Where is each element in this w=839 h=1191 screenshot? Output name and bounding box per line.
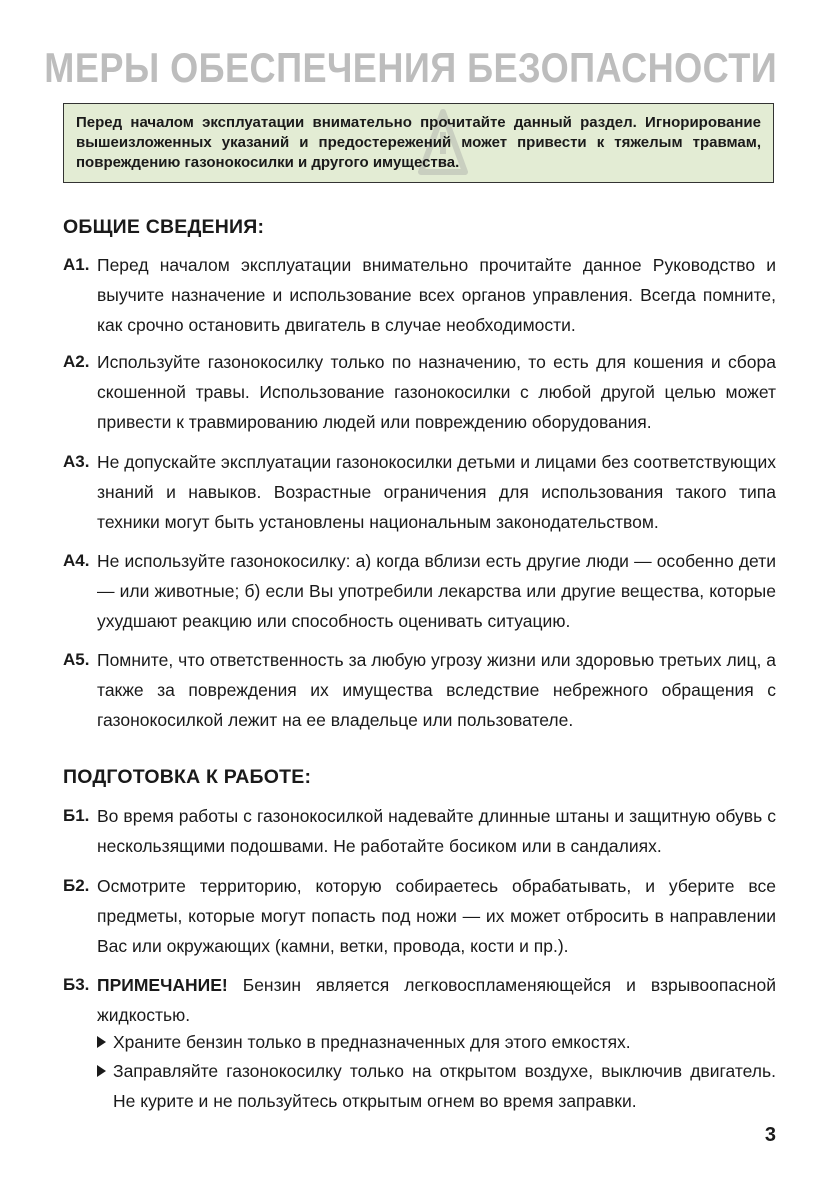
list-item [63, 250, 776, 340]
item-number: А1. [63, 255, 90, 274]
list-item [63, 347, 776, 437]
item-number: А5. [63, 650, 90, 669]
item-number: Б2. [63, 876, 90, 895]
list-item [63, 801, 776, 861]
bullet-arrow-icon [97, 1036, 106, 1048]
item-number: Б3. [63, 975, 90, 994]
note-text: Бензин является легковоспламеняющейся и взрывоопасной жидкостью. [97, 975, 776, 1025]
page-number: 3 [764, 1124, 776, 1146]
item-text: Не допускайте эксплуатации газонокосилки детьми и лицами без соответствующих знаний и навыков. Возрастные ограничения для использования такого типа техники могут быть установлены национальным законодательством. [97, 452, 776, 532]
warning-text: Перед началом эксплуатации внимательно прочитайте данный раздел. Игнорирование вышеизложенных указаний и предостережений может привести к тяжелым травмам, повреждению газонокосилки и другого имущества. [76, 114, 761, 171]
list-item [63, 871, 776, 961]
item-text: Перед началом эксплуатации внимательно прочитайте данное Руководство и выучите назначение и использование всех органов управления. Всегда помните, как срочно остановить двигатель в случае необходимости. [97, 255, 776, 335]
section-heading-general: ОБЩИЕ СВЕДЕНИЯ: [63, 216, 265, 238]
bullet-item [97, 1056, 776, 1116]
item-text [97, 970, 776, 1030]
item-text: Помните, что ответственность за любую угрозу жизни или здоровью третьих лиц, а также за повреждения их имущества вследствие небрежного обращения с газонокосилкой лежит на ее владельце или пользователе. [97, 650, 776, 730]
list-item [63, 546, 776, 636]
item-number: А3. [63, 452, 90, 471]
bullet-text: Храните бензин только в предназначенных для этого емкостях. [113, 1032, 631, 1052]
bullet-item [97, 1027, 776, 1057]
list-item [63, 645, 776, 735]
item-text: Осмотрите территорию, которую собираетесь обрабатывать, и уберите все предметы, которые могут попасть под ножи — их может отбросить в направлении Вас или окружающих (камни, ветки, провода, кости и пр.). [97, 876, 776, 956]
list-item [63, 447, 776, 537]
bullet-arrow-icon [97, 1065, 106, 1077]
bullet-text: Заправляйте газонокосилку только на открытом воздухе, выключив двигатель. Не курите и не пользуйтесь открытым огнем во время заправки. [113, 1061, 776, 1111]
item-text: Не используйте газонокосилку: а) когда вблизи есть другие люди — особенно дети — или животные; б) если Вы употребили лекарства или другие вещества, которые ухудшают реакцию или способность оценивать ситуацию. [97, 551, 776, 631]
section-heading-preparation: ПОДГОТОВКА К РАБОТЕ: [63, 766, 312, 788]
item-number: А2. [63, 352, 90, 371]
item-number: А4. [63, 551, 90, 570]
item-text: Используйте газонокосилку только по назначению, то есть для кошения и сбора скошенной травы. Использование газонокосилки с любой другой целью может привести к травмированию людей или повреждению оборудования. [97, 352, 776, 432]
item-number: Б1. [63, 806, 90, 825]
list-item [63, 970, 776, 1030]
item-text: Во время работы с газонокосилкой надевайте длинные штаны и защитную обувь с нескользящими подошвами. Не работайте босиком или в сандалиях. [97, 806, 776, 856]
note-label: ПРИМЕЧАНИЕ! [97, 975, 228, 995]
warning-box [63, 103, 774, 183]
page-title: МЕРЫ ОБЕСПЕЧЕНИЯ БЕЗОПАСНОСТИ [44, 44, 777, 91]
